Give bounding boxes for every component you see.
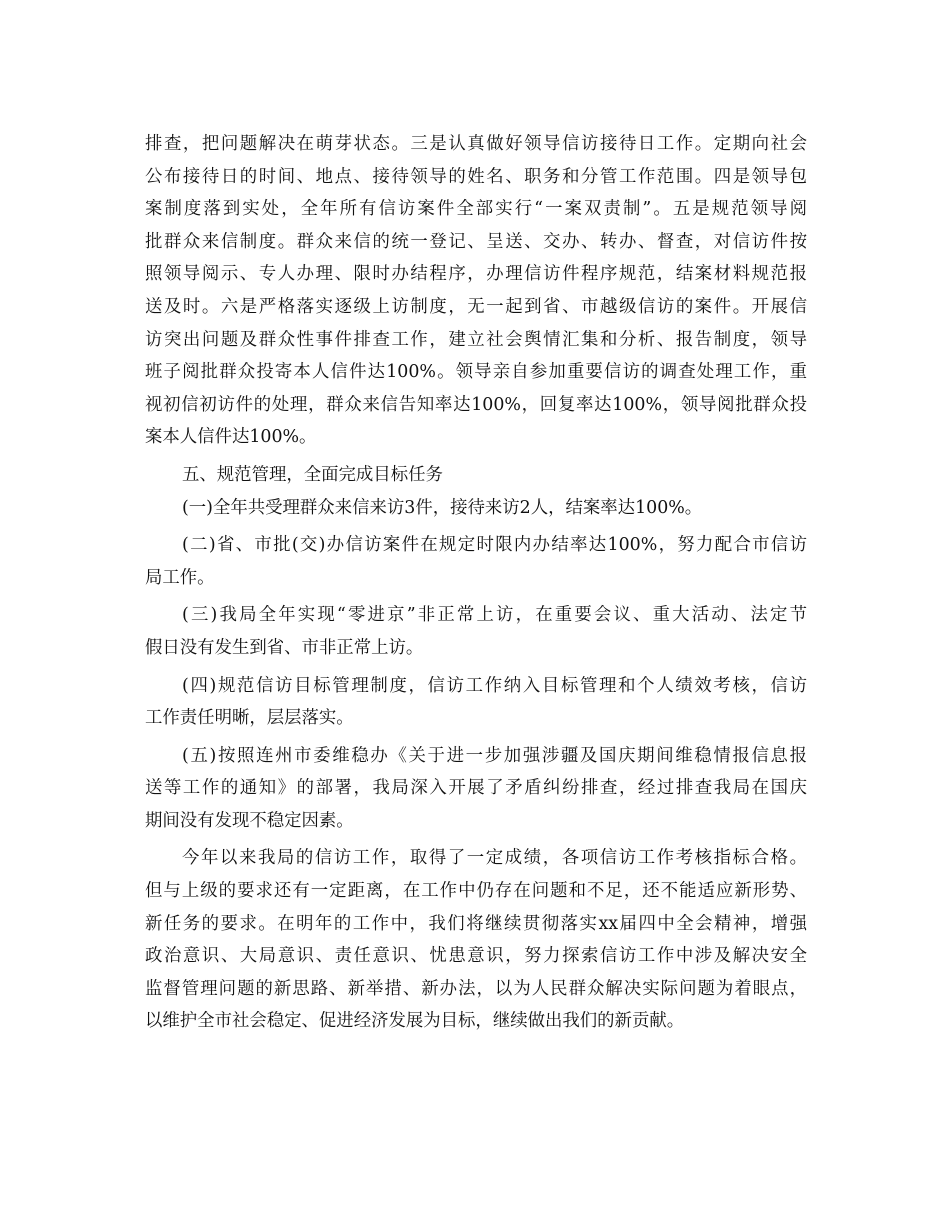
- text-line: 班子阅批群众投寄本人信件达100%。领导亲自参加重要信访的调查处理工作，重: [145, 362, 807, 383]
- text-line: 案制度落到实处，全年所有信访案件全部实行“一案双责制”。五是规范领导阅: [145, 199, 807, 220]
- paragraph-item-three: [145, 599, 807, 664]
- text-line: 今年以来我局的信访工作，取得了一定成绩，各项信访工作考核指标合格。: [182, 848, 807, 869]
- document-body: [145, 128, 807, 1038]
- section-heading: 五、规范管理，全面完成目标任务: [182, 464, 443, 485]
- text-line: (四)规范信访目标管理制度，信访工作纳入目标管理和个人绩效考核，信访: [182, 675, 807, 696]
- text-line: (五)按照连州市委维稳办《关于进一步加强涉疆及国庆期间维稳情报信息报: [182, 745, 807, 766]
- text-line: 批群众来信制度。群众来信的统一登记、呈送、交办、转办、督查，对信访件按: [145, 231, 807, 252]
- text-line: 新任务的要求。在明年的工作中，我们将继续贯彻落实xx届四中全会精神，增强: [145, 913, 807, 934]
- text-line: 排查，把问题解决在萌芽状态。三是认真做好领导信访接待日工作。定期向社会: [145, 134, 807, 154]
- text-line: 工作责任明晰，层层落实。: [145, 708, 354, 729]
- text-line: 但与上级的要求还有一定距离，在工作中仍存在问题和不足，还不能适应新形势、: [145, 881, 807, 902]
- text-line: 以维护全市社会稳定、促进经济发展为目标，继续做出我们的新贡献。: [145, 1011, 685, 1032]
- text-line: 监督管理问题的新思路、新举措、新办法，以为人民群众解决实际问题为着眼点，: [145, 978, 807, 999]
- text-line: 局工作。: [145, 567, 215, 588]
- text-line: 送等工作的通知》的部署，我局深入开展了矛盾纠纷排查，经过排查我局在国庆: [145, 778, 807, 799]
- paragraph-item-five: [145, 740, 807, 838]
- text-line: (一)全年共受理群众来信来访3件，接待来访2人，结案率达100%。: [182, 497, 703, 518]
- text-line: 送及时。六是严格落实逐级上访制度，无一起到省、市越级信访的案件。开展信: [145, 296, 807, 317]
- paragraph-work-measures: [145, 128, 807, 454]
- paragraph-item-one: [145, 492, 807, 525]
- text-line: (二)省、市批(交)办信访案件在规定时限内办结率达100%，努力配合市信访: [182, 535, 807, 556]
- text-line: 政治意识、大局意识、责任意识、忧患意识，努力探索信访工作中涉及解决安全: [145, 946, 807, 967]
- paragraph-conclusion: [145, 842, 807, 1038]
- text-line: 照领导阅示、专人办理、限时办结程序，办理信访件程序规范，结案材料规范报: [145, 264, 807, 285]
- text-line: 公布接待日的时间、地点、接待领导的姓名、职务和分管工作范围。四是领导包: [145, 166, 807, 187]
- text-line: (三)我局全年实现“零进京”非正常上访，在重要会议、重大活动、法定节: [182, 605, 807, 626]
- paragraph-item-two: [145, 529, 807, 594]
- text-line: 期间没有发现不稳定因素。: [145, 810, 354, 831]
- text-line: 假日没有发生到省、市非正常上访。: [145, 637, 424, 658]
- text-line: 视初信初访件的处理，群众来信告知率达100%，回复率达100%，领导阅批群众投: [145, 394, 807, 415]
- paragraph-item-four: [145, 670, 807, 735]
- section-heading-five: [145, 459, 807, 492]
- text-line: 案本人信件达100%。: [145, 427, 317, 448]
- text-line: 访突出问题及群众性事件排查工作，建立社会舆情汇集和分析、报告制度，领导: [145, 329, 807, 350]
